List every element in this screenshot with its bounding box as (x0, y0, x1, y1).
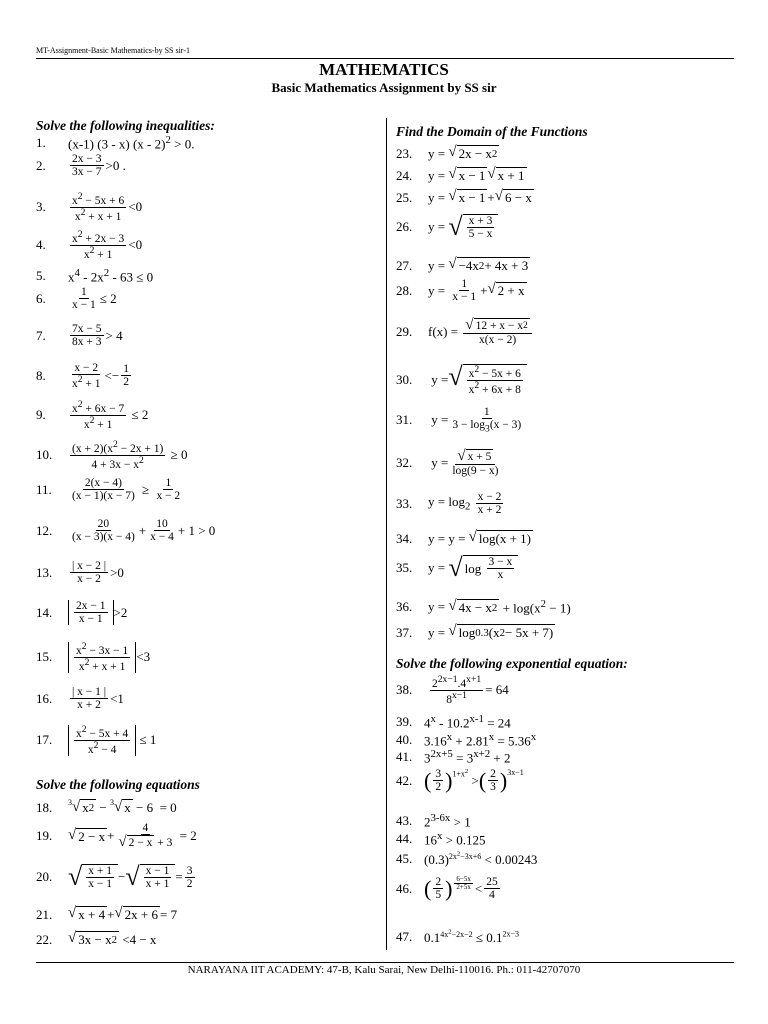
section-exponential: Solve the following exponential equation: (396, 656, 628, 671)
page-subtitle: Basic Mathematics Assignment by SS sir (271, 80, 497, 95)
problem-4: 4. $x^2 + 2x - 3$ $x^2 + 1$ <0 (36, 229, 143, 261)
footer-rule (36, 962, 734, 963)
problem-9: 9. $\frac{x^2 + 6x - 7}{x^2 + 1}$ ≤ 2 (36, 399, 149, 431)
problem-33: 33. $y = \log_2$ x − 2 x + 2 (396, 491, 502, 517)
problem-18: 18. $^3$√ x 2 − $^3$√ x − 6 = 0 (36, 798, 177, 815)
problem-22: 22. √ 3x − x 2 <4 − x (36, 930, 157, 947)
problem-24: 24. y = √ x − 1 √ x + 1 (396, 166, 525, 183)
section-domain: Find the Domain of the Functions (396, 124, 588, 139)
problem-47: 47. $0.1^{4x^2-2x-2} \le 0.1^{2x-3}$ (396, 928, 520, 945)
section-inequalities: Solve the following inequalities: (36, 118, 215, 133)
problem-7: 7. 7x − 5 8x + 3 > 4 (36, 323, 123, 349)
problem-6: 6. $\frac{1}{x - 1}$ ≤ 2 (36, 286, 117, 312)
problem-44: 44. $16^x > 0.125$ (396, 830, 486, 848)
problem-12: 12. 20 (x − 3)(x − 4) + $\frac{10}{x - 4}$ + 1 > 0 (36, 518, 216, 544)
problem-25: 25. y = √ x − 1 + √ 6 − x (396, 188, 532, 205)
problem-41: 41. $3^{2x+5} = 3^{x+2} + 2$ (396, 748, 511, 766)
problem-2: 2. 2x − 3 3x − 7 >0 . (36, 153, 126, 179)
header-small-text: MT-Assignment-Basic Mathematics-by SS sir-1 (36, 46, 190, 55)
problem-16: 16. | x − 1 | x + 2 <1 (36, 686, 124, 712)
page-title: MATHEMATICS (319, 60, 449, 79)
problem-26: 26. y = √ x + 3 5 − x (396, 214, 498, 240)
problem-45: 45. $(0.3)^{2x^2-3x+6} < 0.00243$ (396, 850, 538, 867)
problem-38: 38. $\frac{2^{2x-1}.4^{x+1}}{8^{x-1}}$ = 64 (396, 674, 509, 706)
column-divider (386, 118, 387, 950)
problem-11: 11. $\frac{2(x - 4)}{(x - 1)(x - 7)}$ ≥ $\frac{1}{x - 2}$ (36, 477, 181, 503)
header-rule (36, 58, 734, 59)
problem-15: 15. $x^2 - 3x - 1$ $x^2 + x + 1$ <3 (36, 641, 151, 673)
problem-42: 42. ( 3 2 ) $^{1+x^2}$ > ( 2 3 ) $^{3x-1}$ (396, 767, 524, 794)
problem-27: 27. y = √ −4x 2 + 4x + 3 (396, 256, 529, 273)
problem-37: 37. y = √ log 0.3 (x 2 − 5x + 7) (396, 623, 554, 640)
problem-5: 5. $x^4 - 2x^2 - 63 \le 0$ (36, 267, 154, 285)
section-equations: Solve the following equations (36, 777, 200, 792)
problem-20: 20. √ x + 1 x − 1 − √ x − 1 x + 1 = $\frac{3}{2}$ (36, 862, 193, 891)
problem-17: 17. $x^2 - 5x + 4$ $x^2 - 4$ ≤ 1 (36, 724, 157, 756)
problem-34: 34. y = y = √ log(x + 1) (396, 529, 532, 546)
problem-3: 3. $x^2 - 5x + 6$ $x^2 + x + 1$ <0 (36, 191, 143, 223)
problem-21: 21. √ x + 4 + √ 2x + 6 = 7 (36, 905, 178, 922)
problem-23: 23. y = √ 2x − x 2 (396, 144, 498, 161)
problem-19: 19. √ 2 − x + 4 √ 2 − x + 3 = 2 (36, 822, 197, 851)
footer-text: NARAYANA IIT ACADEMY: 47-B, Kalu Sarai, New Delhi-110016. Ph.: 011-42707070 (187, 964, 581, 976)
problem-29: 29. f(x) = √ 12 + x − x 2 x(x − 2) (396, 318, 534, 346)
problem-28: 28. y = $\frac{1}{x - 1}$ + √ 2 + x (396, 278, 525, 304)
problem-46: 46. ( 2 5 ) 6−5x 2+5x < 25 4 (396, 875, 498, 902)
problem-40: 40. $3.16^x + 2.81^x = 5.36^x$ (396, 731, 537, 749)
problem-13: 13. | x − 2 | x − 2 >0 (36, 560, 124, 586)
problem-31: 31. y = $\frac{1}{3 - \log_3(x - 3)}$ (396, 406, 522, 435)
problem-35: 35. y = √ log 3 − x x (396, 555, 518, 581)
problem-1: 1. (x-1) (3 - x) (x - 2)$^2$ > 0. (36, 134, 195, 152)
problem-30: 30. y = √ $x^2 - 5x + 6$ $x^2 + 6x + 8$ (396, 364, 527, 396)
problem-8: 8. x − 2 $x^2 + 1$ <− $\frac{1}{2}$ (36, 362, 129, 390)
problem-10: 10. $\frac{(x + 2)(x^2 - 2x + 1)}{4 + 3x - x^2}$ ≥ 0 (36, 439, 188, 471)
problem-39: 39. $4^x - 10.2^{x-1} = 24$ (396, 713, 511, 731)
problem-14: 14. 2x − 1 x − 1 >2 (36, 600, 128, 626)
problem-36: 36. y = √ 4x − x 2 + $\log(x^2 - 1)$ (396, 597, 571, 616)
problem-43: 43. $2^{3-6x} > 1$ (396, 812, 471, 830)
problem-32: 32. y = √ x + 5 log(9 − x) (396, 448, 499, 477)
